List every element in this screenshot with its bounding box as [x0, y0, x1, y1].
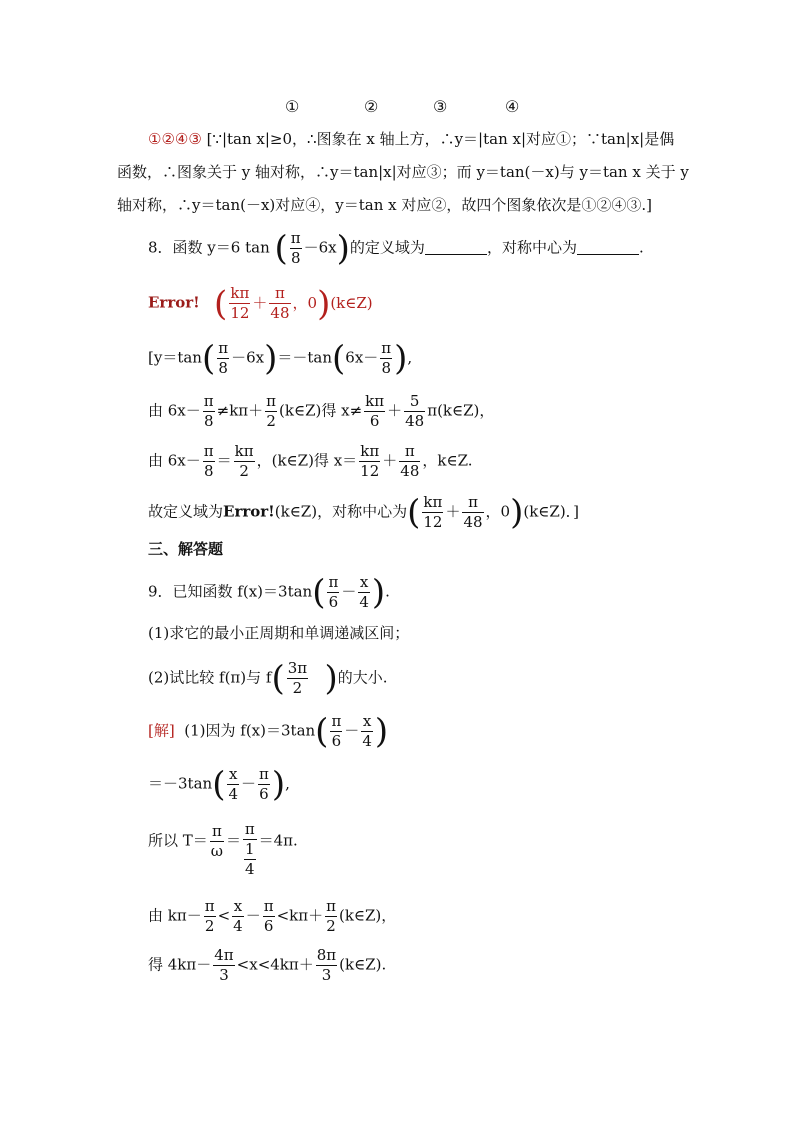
- fraction: [210, 822, 224, 861]
- frac-den: 6: [331, 732, 342, 750]
- text: ,: [407, 348, 413, 367]
- frac-num: 4π: [214, 946, 234, 964]
- paren-close: ): [394, 338, 408, 379]
- frac-num: π: [381, 339, 392, 357]
- q9-part1: (1)求它的最小正周期和单调递减区间；: [148, 624, 410, 642]
- error-text: Error!: [148, 293, 200, 312]
- q8-inner: －6x: [303, 238, 337, 257]
- frac-num: x: [228, 765, 238, 783]
- frac-num: x: [359, 573, 369, 591]
- text: (k∈Z).: [339, 955, 387, 974]
- fraction: [462, 493, 483, 532]
- text: 所以 T＝: [148, 831, 208, 850]
- figure-label-3: ③: [433, 97, 448, 116]
- fraction: [243, 820, 257, 879]
- frac-num: x: [362, 712, 372, 730]
- figure-label-2: ②: [364, 97, 379, 116]
- text: ，(k∈Z)得 x＝: [256, 451, 358, 470]
- q9-stem: [148, 573, 390, 612]
- frac-den: 48: [405, 412, 425, 430]
- text: －: [241, 774, 257, 793]
- frac-num: x: [233, 897, 243, 915]
- fraction: [399, 442, 420, 481]
- q8-mid2: ，对称中心为: [486, 238, 577, 257]
- frac-den: 2: [326, 917, 336, 935]
- frac-den: 8: [203, 412, 214, 430]
- frac-den: 2: [239, 462, 249, 480]
- paren-close: ): [324, 658, 338, 699]
- frac-den: 4: [359, 593, 369, 611]
- solution-tag: [解]: [148, 721, 175, 740]
- frac-num: kπ: [230, 284, 250, 302]
- frac-den: 48: [463, 513, 483, 531]
- q8-sol-line4: [148, 493, 579, 532]
- text: －6x: [231, 348, 265, 367]
- frac-den: 6: [263, 917, 274, 935]
- text: ＝－3tan: [148, 774, 213, 793]
- paren-open: (: [212, 764, 226, 805]
- fraction: [217, 339, 229, 378]
- q9-sol-line4: [148, 897, 396, 936]
- text: ，0: [485, 502, 511, 521]
- frac-num: π: [259, 765, 269, 783]
- frac-num: π: [328, 573, 339, 591]
- frac-num: π: [204, 897, 215, 915]
- frac-den: 3: [321, 966, 332, 984]
- figure-label-1: ①: [285, 97, 300, 116]
- frac-num: π: [462, 493, 483, 513]
- frac-den: 8: [290, 249, 301, 267]
- fraction: [229, 284, 250, 323]
- fraction: [316, 946, 337, 985]
- frac-den: 48: [270, 304, 290, 322]
- fraction: [364, 392, 385, 431]
- paren-open: (: [274, 228, 288, 269]
- frac-den: 4: [245, 860, 255, 878]
- frac-num: π: [266, 392, 277, 410]
- q8-stem: [148, 229, 644, 268]
- q7-explanation-line2: 函数，∴图象关于 y 轴对称，∴y＝tan|x|对应③；而 y＝tan(－x)与 y＝tan x 关于 y: [117, 163, 689, 181]
- q8-answer: [148, 284, 373, 323]
- fraction: [422, 493, 443, 532]
- frac-den: 2: [266, 412, 276, 430]
- paren-close: ): [371, 572, 386, 613]
- text: 9．已知函数 f(x)＝3tan: [148, 582, 313, 601]
- q7-explanation-line1: [148, 128, 674, 150]
- fraction: [327, 573, 339, 612]
- frac-num: 3π: [287, 659, 308, 677]
- q7-answer-mark: ①②④③: [148, 130, 202, 148]
- paren-open: (: [214, 283, 228, 324]
- frac-num: kπ: [423, 493, 443, 511]
- paren-close: ): [510, 492, 524, 533]
- fraction: [359, 442, 380, 481]
- text: (k∈Z)得 x≠: [279, 401, 363, 420]
- text: ＋: [387, 401, 403, 420]
- text: ＝4π.: [258, 831, 298, 850]
- frac-num: π: [331, 712, 342, 730]
- text: ≠kπ＋: [216, 401, 264, 420]
- nested-fraction: [243, 840, 257, 879]
- frac-den: 2: [204, 917, 215, 935]
- q9-sol-line2: [148, 765, 290, 804]
- frac-num: π: [210, 822, 224, 842]
- plus: ＋: [252, 293, 268, 312]
- frac-num: π: [203, 392, 214, 410]
- frac-num: π: [244, 820, 255, 838]
- text: ＝: [226, 831, 242, 850]
- fraction: [265, 392, 277, 431]
- text: <kπ＋: [276, 906, 324, 925]
- tail: ，0: [292, 293, 318, 312]
- frac-num: π: [218, 339, 229, 357]
- frac-den: 8: [218, 359, 228, 377]
- frac-den: 8: [203, 462, 214, 480]
- fraction: [325, 897, 337, 936]
- q8-sol-line2: [148, 392, 494, 431]
- q8-mid: 的定义域为: [349, 238, 425, 257]
- q8-sol-line1: [148, 339, 412, 378]
- text: π(k∈Z)，: [427, 401, 495, 420]
- frac-num: π: [399, 442, 420, 462]
- frac-num: π: [269, 284, 290, 304]
- paren-close: ): [271, 764, 286, 805]
- fraction: [213, 946, 234, 985]
- text: (2)试比较 f(π)与 f: [148, 668, 272, 687]
- q9-sol-line3: [148, 822, 298, 879]
- frac-den: ω: [210, 842, 224, 860]
- paren-close: ): [336, 228, 350, 269]
- condition: (k∈Z): [330, 293, 373, 312]
- error-text: Error!: [223, 502, 275, 521]
- section-heading: 三、解答题: [148, 540, 224, 558]
- fraction: [203, 442, 215, 481]
- text: (k∈Z)，: [338, 906, 397, 925]
- text: ,: [285, 774, 290, 793]
- text: 得 4kπ－: [148, 955, 212, 974]
- frac-num: kπ: [360, 442, 380, 460]
- fraction: [234, 442, 255, 481]
- text: .: [385, 582, 390, 601]
- answer-blank-1[interactable]: [425, 239, 487, 255]
- frac-den: 12: [423, 513, 443, 531]
- q7-explain-text1: [∵|tan x|≥0，∴图象在 x 轴上方，∴y＝|tan x|对应①；∵tan|x|是偶: [201, 130, 675, 148]
- fraction: [232, 897, 244, 936]
- text: 由 kπ－: [148, 906, 202, 925]
- q8-sol-line3: [148, 442, 473, 481]
- frac-den: 12: [360, 462, 380, 480]
- text: 6x－: [345, 348, 379, 367]
- frac-num: 5: [404, 392, 425, 412]
- q8-prefix: 8．函数 y＝6 tan: [148, 238, 270, 257]
- text: 的大小.: [337, 668, 388, 687]
- answer-blank-2[interactable]: [577, 239, 639, 255]
- fraction: [358, 573, 370, 612]
- text: 由 6x－: [148, 451, 201, 470]
- fraction: [258, 765, 270, 804]
- text: ＝: [216, 451, 232, 470]
- frac-den: 6: [369, 412, 380, 430]
- text: <x<4kπ＋: [236, 955, 314, 974]
- text: 由 6x－: [148, 401, 201, 420]
- frac-den: 6: [259, 785, 269, 803]
- frac-den: 2: [292, 679, 303, 697]
- text: [y＝tan: [148, 348, 202, 367]
- fraction: [263, 897, 275, 936]
- frac-num: π: [326, 897, 336, 915]
- fraction: [203, 392, 215, 431]
- frac-den: 48: [400, 462, 420, 480]
- paren-open: (: [271, 658, 285, 699]
- text: ，k∈Z.: [422, 451, 473, 470]
- text: －: [245, 906, 261, 925]
- text: －: [344, 721, 360, 740]
- frac-num: π: [263, 897, 274, 915]
- text: ＝－tan: [277, 348, 333, 367]
- frac-num: 8π: [316, 946, 337, 964]
- text: (k∈Z)．]: [523, 502, 580, 521]
- figure-labels: [0, 97, 794, 119]
- text: (k∈Z)，对称中心为: [274, 502, 408, 521]
- text: ＋: [382, 451, 398, 470]
- q9-part2: [148, 659, 387, 698]
- frac-den: 3: [219, 966, 229, 984]
- frac-den: 6: [328, 593, 339, 611]
- text: 故定义域为: [148, 502, 224, 521]
- frac-num: π: [203, 442, 214, 460]
- q8-end: .: [638, 238, 644, 257]
- frac-den: 12: [230, 304, 250, 322]
- fraction: [287, 659, 308, 698]
- frac-den: 8: [381, 359, 391, 377]
- fraction: [380, 339, 392, 378]
- figure-label-4: ④: [505, 97, 520, 116]
- frac-den: 4: [228, 785, 238, 803]
- fraction: [269, 284, 290, 323]
- frac-den: 4: [233, 917, 243, 935]
- text: ＋: [445, 502, 461, 521]
- q9-sol-line1: [148, 712, 388, 751]
- frac-num: π: [290, 229, 301, 247]
- frac-num: kπ: [365, 392, 385, 410]
- paren-open: (: [315, 711, 329, 752]
- fraction: [330, 712, 342, 751]
- frac-num: 1: [245, 840, 255, 858]
- paren-close: ): [374, 711, 389, 752]
- frac-num: kπ: [234, 442, 254, 460]
- text: (1)因为 f(x)＝3tan: [184, 721, 316, 740]
- frac-den: 4: [362, 732, 372, 750]
- fraction: [404, 392, 425, 431]
- paren-open: (: [312, 572, 326, 613]
- fraction: [204, 897, 216, 936]
- text: <: [217, 906, 231, 925]
- q9-sol-line5: [148, 946, 386, 985]
- fraction: [361, 712, 373, 751]
- paren-close: ): [317, 283, 331, 324]
- q7-explanation-line3: 轴对称，∴y＝tan(－x)对应④，y＝tan x 对应②，故四个图象依次是①②④③.]: [117, 196, 652, 214]
- paren-open: (: [407, 492, 421, 533]
- paren-close: ): [264, 338, 278, 379]
- fraction: [290, 229, 302, 268]
- text: －: [341, 582, 357, 601]
- paren-open: (: [332, 338, 346, 379]
- paren-open: (: [201, 338, 216, 379]
- fraction: [227, 765, 239, 804]
